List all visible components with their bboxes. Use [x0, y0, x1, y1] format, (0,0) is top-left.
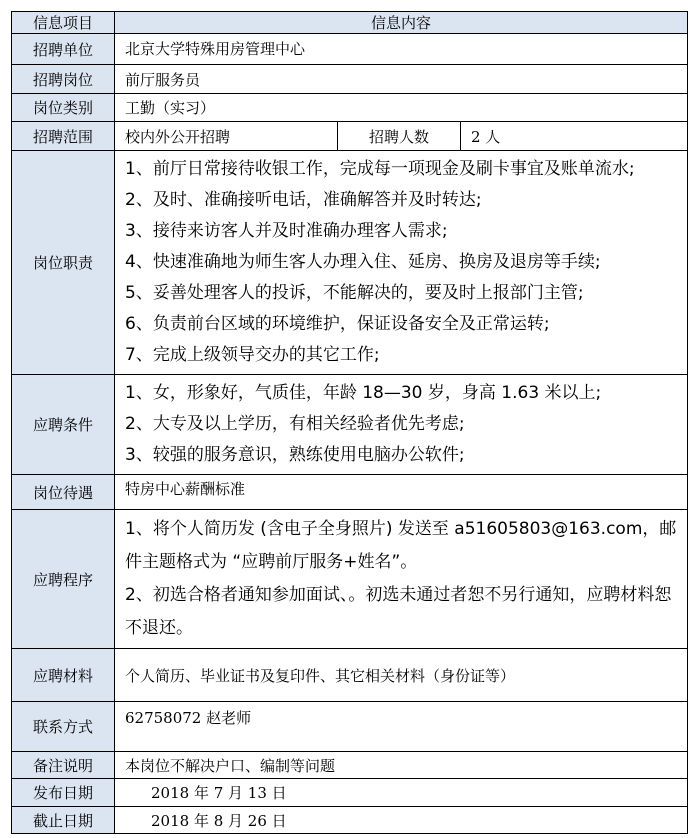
benefits-value: 特房中心薪酬标准 [115, 475, 688, 510]
row-requirements [12, 375, 688, 475]
row-unit [12, 34, 688, 65]
procedure-label: 应聘程序 [12, 510, 115, 649]
publish-value: 2018 年 7 月 13 日 [115, 779, 688, 807]
requirements-list [115, 375, 688, 475]
duty-item: 5、妥善处理客人的投诉，不能解决的，要及时上报部门主管; [125, 283, 584, 303]
requirements-label: 应聘条件 [12, 375, 115, 475]
requirement-item: 3、较强的服务意识，熟练使用电脑办公软件; [125, 445, 465, 465]
scope-label: 招聘范围 [12, 122, 115, 151]
procedure-step-2: 2、初选合格者通知参加面试、。初选未通过者恕不另行通知，应聘材料恕不退还。 [125, 585, 672, 638]
materials-value: 个人简历、毕业证书及复印件、其它相关材料（身份证等） [115, 649, 688, 702]
contact-value: 62758072 赵老师 [115, 702, 688, 752]
scope-value: 校内外公开招聘 [115, 122, 338, 151]
benefits-label: 岗位待遇 [12, 475, 115, 510]
duties-list [115, 151, 688, 375]
row-publish [12, 779, 688, 807]
row-contact [12, 702, 688, 752]
count-label: 招聘人数 [338, 122, 461, 151]
remarks-label: 备注说明 [12, 752, 115, 779]
category-label: 岗位类别 [12, 94, 115, 122]
row-deadline [12, 807, 688, 834]
row-benefits [12, 475, 688, 510]
category-value: 工勤（实习） [115, 94, 688, 122]
remarks-value: 本岗位不解决户口、编制等问题 [115, 752, 688, 779]
deadline-label: 截止日期 [12, 807, 115, 834]
duty-item: 7、完成上级领导交办的其它工作; [125, 345, 380, 365]
row-category [12, 94, 688, 122]
job-posting-table [11, 11, 688, 834]
contact-label: 联系方式 [12, 702, 115, 752]
duty-item: 3、接待来访客人并及时准确办理客人需求; [125, 221, 448, 241]
requirement-item: 2、大专及以上学历，有相关经验者优先考虑; [125, 414, 465, 434]
duty-item: 4、快速准确地为师生客人办理入住、延房、换房及退房等手续; [125, 252, 601, 272]
duty-item: 1、前厅日常接待收银工作，完成每一项现金及刷卡事宜及账单流水; [125, 159, 635, 179]
header-item: 信息项目 [12, 12, 115, 34]
row-procedure [12, 510, 688, 649]
materials-label: 应聘材料 [12, 649, 115, 702]
publish-label: 发布日期 [12, 779, 115, 807]
row-duties [12, 151, 688, 375]
duty-item: 6、负责前台区域的环境维护，保证设备安全及正常运转; [125, 314, 550, 334]
position-label: 招聘岗位 [12, 65, 115, 94]
row-scope [12, 122, 688, 151]
duty-item: 2、及时、准确接听电话，准确解答并及时转达; [125, 190, 482, 210]
procedure-step-1: 1、将个人简历发 (含电子全身照片) 发送至 a51605803@163.com，邮件主题格式为 “应聘前厅服务+姓名”。 [125, 519, 677, 572]
procedure-content [115, 510, 688, 649]
requirement-item: 1、女，形象好，气质佳，年龄 18—30 岁，身高 1.63 米以上; [125, 383, 602, 403]
header-row [12, 12, 688, 34]
deadline-value: 2018 年 8 月 26 日 [115, 807, 688, 834]
row-materials [12, 649, 688, 702]
unit-label: 招聘单位 [12, 34, 115, 65]
row-remarks [12, 752, 688, 779]
count-value: 2 人 [461, 122, 688, 151]
duties-label: 岗位职责 [12, 151, 115, 375]
unit-value: 北京大学特殊用房管理中心 [115, 34, 688, 65]
row-position [12, 65, 688, 94]
position-value: 前厅服务员 [115, 65, 688, 94]
header-content: 信息内容 [115, 12, 688, 34]
